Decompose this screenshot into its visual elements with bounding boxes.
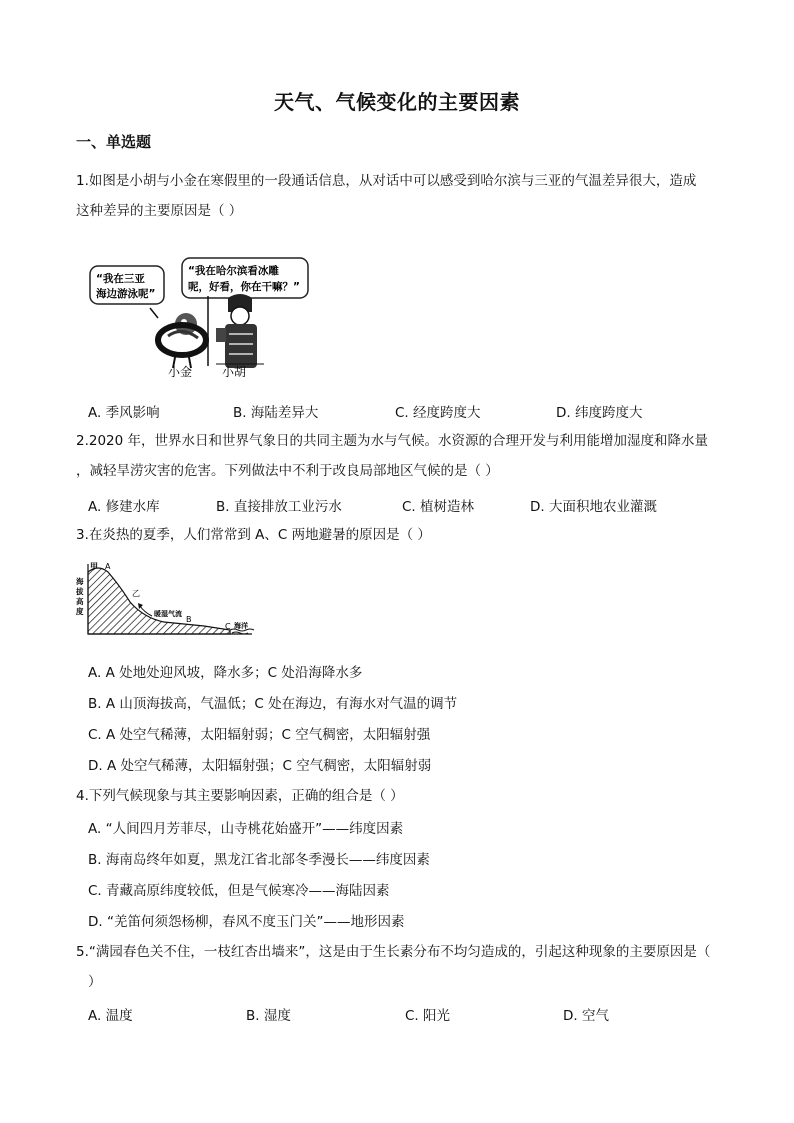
label-point-c: C — [225, 622, 231, 631]
q2-option-a[interactable]: A. 修建水库 — [88, 499, 160, 515]
label-wind: 暖湿气流 — [154, 610, 182, 618]
q4-stem: 4.下列气候现象与其主要影响因素，正确的组合是（ ） — [76, 788, 404, 804]
bubble-right-line2: 呢，好看，你在干嘛？” — [188, 281, 300, 293]
section-heading: 一、单选题 — [76, 133, 152, 151]
q1-option-d[interactable]: D. 纬度跨度大 — [556, 405, 643, 421]
bubble-right-line1: “我在哈尔滨看冰雕 — [188, 265, 279, 277]
mountain-profile — [88, 568, 230, 634]
q5-stem-line2: ） — [88, 974, 102, 990]
q3-option-a[interactable]: A. A 处地处迎风坡，降水多；C 处沿海降水多 — [88, 665, 363, 681]
q2-option-d[interactable]: D. 大面积地农业灌溉 — [530, 499, 657, 515]
q4-option-a[interactable]: A. “人间四月芳菲尽，山寺桃花始盛开”——纬度因素 — [88, 821, 404, 837]
character-xiaohu-illustration — [216, 294, 257, 368]
label-point-b: B — [186, 615, 192, 624]
y-label-3: 高 — [76, 597, 84, 606]
q1-stem-line1: 1.如图是小胡与小金在寒假里的一段通话信息，从对话中可以感受到哈尔滨与三亚的气温差异很大，造成 — [76, 173, 697, 189]
speech-bubble-left — [90, 266, 164, 304]
q3-option-d[interactable]: D. A 处空气稀薄，太阳辐射强；C 空气稠密，太阳辐射弱 — [88, 758, 432, 774]
y-label-2: 拔 — [76, 587, 84, 596]
label-yi: 乙 — [132, 589, 140, 598]
q5-option-a[interactable]: A. 温度 — [88, 1008, 133, 1024]
speech-bubble-right — [182, 258, 308, 298]
q1-option-a[interactable]: A. 季风影响 — [88, 405, 160, 421]
character-xiaojin-illustration — [150, 308, 206, 368]
name-xiaohu: 小胡 — [222, 365, 247, 379]
q3-option-b[interactable]: B. A 山顶海拔高，气温低；C 处在海边，有海水对气温的调节 — [88, 696, 458, 712]
q3-figure-terrain-profile — [74, 560, 264, 644]
q2-option-c[interactable]: C. 植树造林 — [402, 499, 475, 515]
bubble-left-line1: “我在三亚 — [96, 273, 145, 285]
q5-stem-line1: 5.“满园春色关不住，一枝红杏出墙来”，这是由于生长素分布不均匀造成的，引起这种现象的主要原因是（ — [76, 944, 711, 960]
bubble-left-line2: 海边游泳呢” — [96, 288, 156, 300]
label-point-a: A — [105, 562, 111, 571]
q4-option-d[interactable]: D. “羌笛何须怨杨柳，春风不度玉门关”——地形因素 — [88, 914, 405, 930]
q5-option-b[interactable]: B. 湿度 — [246, 1008, 291, 1024]
q4-option-c[interactable]: C. 青藏高原纬度较低，但是气候寒冷——海陆因素 — [88, 883, 390, 899]
label-jia: 甲 — [90, 562, 98, 571]
q1-option-b[interactable]: B. 海陆差异大 — [233, 405, 319, 421]
q2-stem-line2: ，减轻旱涝灾害的危害。下列做法中不利于改良局部地区气候的是（ ） — [76, 463, 499, 479]
q5-option-d[interactable]: D. 空气 — [563, 1008, 609, 1024]
name-xiaojin: 小金 — [168, 365, 193, 379]
q3-stem: 3.在炎热的夏季，人们常常到 A、C 两地避暑的原因是（ ） — [76, 527, 431, 543]
q2-stem-line1: 2.2020 年，世界水日和世界气象日的共同主题为水与气候。水资源的合理开发与利用能增加湿度和降水量 — [76, 433, 709, 449]
q2-option-b[interactable]: B. 直接排放工业污水 — [216, 499, 342, 515]
q1-option-c[interactable]: C. 经度跨度大 — [395, 405, 481, 421]
q5-option-c[interactable]: C. 阳光 — [405, 1008, 451, 1024]
y-label-4: 度 — [76, 607, 84, 616]
q3-option-c[interactable]: C. A 处空气稀薄，太阳辐射弱；C 空气稠密，太阳辐射强 — [88, 727, 431, 743]
q1-figure-phone-call — [88, 252, 314, 382]
y-label-1: 海 — [76, 577, 84, 586]
q4-option-b[interactable]: B. 海南岛终年如夏，黑龙江省北部冬季漫长——纬度因素 — [88, 852, 430, 868]
q1-stem-line2: 这种差异的主要原因是（ ） — [76, 203, 243, 219]
label-sea: 海洋 — [234, 622, 248, 630]
page-title: 天气、气候变化的主要因素 — [274, 90, 520, 114]
